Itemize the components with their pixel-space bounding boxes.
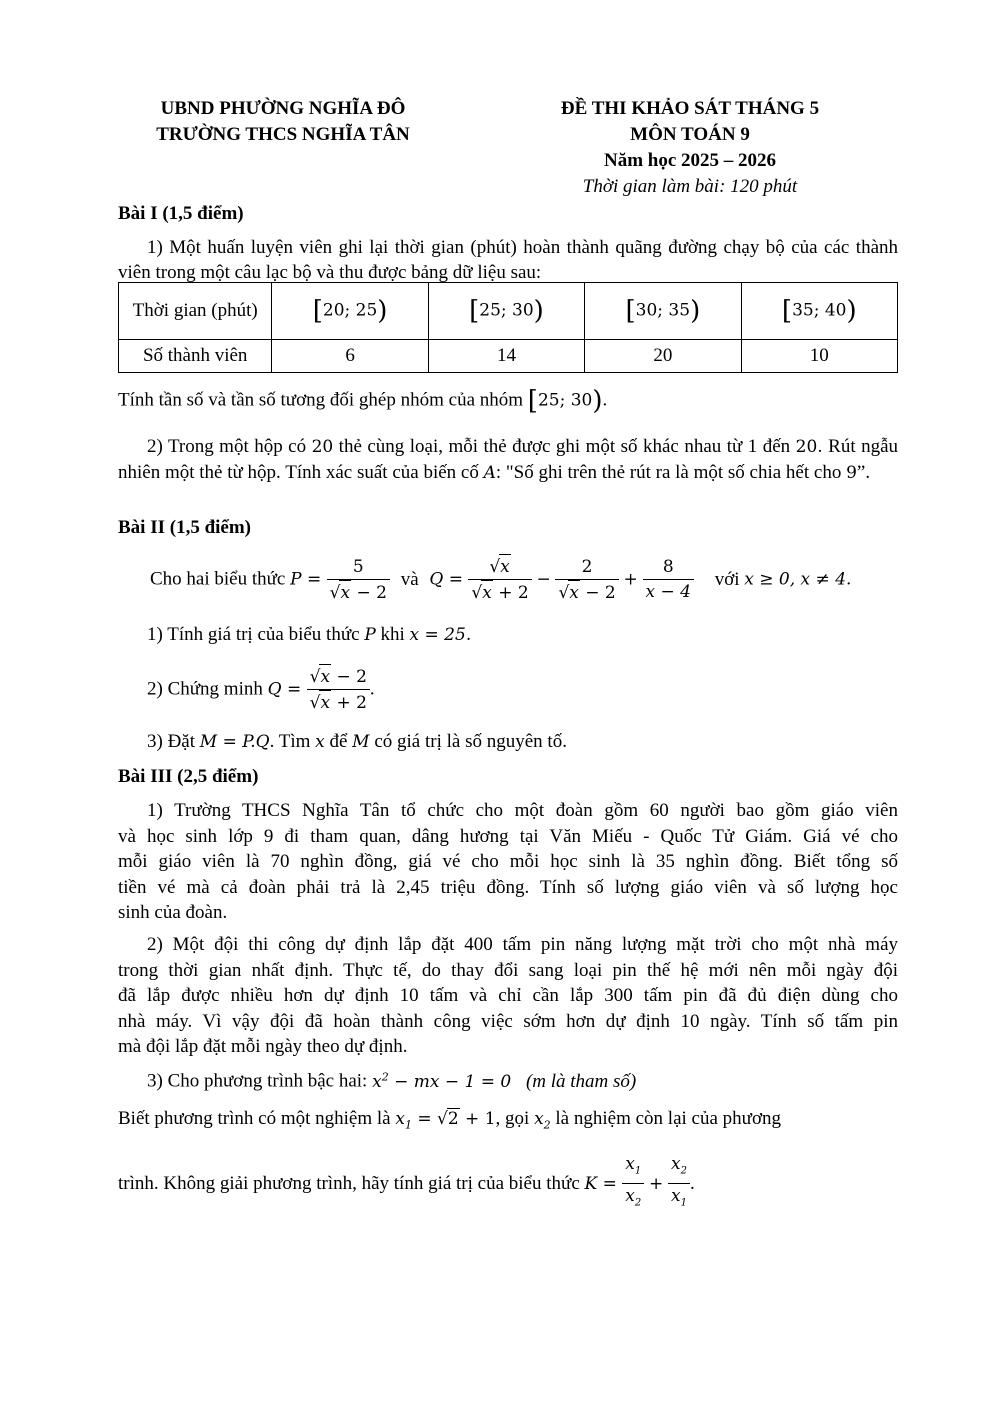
section-title-2: Bài II (1,5 điểm) xyxy=(118,517,251,538)
fraction-q-simplified: $\frac{√x - 2}{√x + 2}$ xyxy=(307,664,370,715)
table-cell-interval: [25; 30) xyxy=(428,283,584,340)
exam-duration: Thời gian làm bài: 120 phút xyxy=(582,176,798,197)
data-table xyxy=(118,282,898,373)
bai2-q1: 1) Tính giá trị của biểu thức P khi x = 25. xyxy=(147,624,472,645)
expressions-line: Cho hai biểu thức P = $\frac{5}{√x - 2}$ và Q = $\frac{√x}{√x + 2}$ − $\frac{2}{√x - 2}$ + $\frac{8}{x - 4}$ với x ≥ 0, x ≠ 4. xyxy=(150,554,851,605)
section-title-3: Bài III (2,5 điểm) xyxy=(118,766,259,787)
school-year: Năm học 2025 – 2026 xyxy=(603,150,777,171)
exam-title: ĐỀ THI KHẢO SÁT THÁNG 5 xyxy=(560,98,820,119)
table-header-time: Thời gian (phút) xyxy=(119,283,272,340)
district-name: UBND PHƯỜNG NGHĨA ĐÔ xyxy=(160,98,406,119)
fraction-k1: $\frac{x_1}{x_2}$ xyxy=(622,1152,644,1216)
bai1-q2-text: 2) Trong một hộp có 20 thẻ cùng loại, mỗi thẻ được ghi một số khác nhau từ 1 đến 20. Rút ngẫu nhiên một thẻ từ hộp. Tính xác suất của biến cố A: "Số ghi trên thẻ rút ra là một số chia hết cho 9”. xyxy=(118,436,899,483)
group-interval: 25; 30 xyxy=(537,390,593,411)
exam-header xyxy=(510,96,870,200)
bai2-q3: 3) Đặt M = P.Q. Tìm x để M có giá trị là số nguyên tố. xyxy=(147,731,567,752)
subject: MÔN TOÁN 9 xyxy=(630,124,750,145)
fraction-p: $\frac{5}{√x - 2}$ xyxy=(327,555,390,605)
table-cell-interval: [30; 35) xyxy=(585,283,741,340)
bai1-q1-text: 1) Một huấn luyện viên ghi lại thời gian (phút) hoàn thành quãng đường chạy bộ của các thành viên trong một câu lạc bộ và thu được bảng dữ liệu sau: xyxy=(118,237,898,283)
table-cell-count: 10 xyxy=(741,340,897,373)
fraction-k2: $\frac{x_2}{x_1}$ xyxy=(668,1152,690,1216)
table-cell-count: 20 xyxy=(585,340,741,373)
table-cell-interval: [35; 40) xyxy=(741,283,897,340)
bai1-q1-ask: Tính tần số và tần số tương đối ghép nhóm của nhóm [25; 30). xyxy=(118,386,608,416)
bai3-q2-text: 2) Một đội thi công dự định lắp đặt 400 tấm pin năng lượng mặt trời cho một nhà máy trong thời gian nhất định. Thực tế, do thay đổi sang loại pin thế hệ mới nên mỗi ngày đội đã lắp được nhiều hơn dự định 10 tấm và chỉ cần lắp 300 tấm pin đã đủ điện dùng cho nhà máy. Vì vậy đội đã hoàn thành công việc sớm hơn dự định 10 ngày. Tính số tấm pin mà đội lắp đặt mỗi ngày theo dự định. xyxy=(118,934,898,1057)
school-name: TRƯỜNG THCS NGHĨA TÂN xyxy=(156,124,410,145)
bai3-q1-text: 1) Trường THCS Nghĩa Tân tổ chức cho một đoàn gồm 60 người bao gồm giáo viên và học sinh lớp 9 đi tham quan, dâng hương tại Văn Miếu - Quốc Tử Giám. Giá vé cho mỗi giáo viên là 70 nghìn đồng, giá vé cho mỗi học sinh là 35 nghìn đồng. Biết tổng số tiền vé mà cả đoàn phải trả là 2,45 triệu đồng. Tính số lượng giáo viên và số lượng học sinh của đoàn. xyxy=(118,800,898,923)
section-title-1: Bài I (1,5 điểm) xyxy=(118,203,244,224)
bai3-q3-root: Biết phương trình có một nghiệm là $x_1 = √2 + 1$, gọi $x_2$ là nghiệm còn lại của phương xyxy=(118,1108,781,1132)
bai3-q3-ask: trình. Không giải phương trình, hãy tính giá trị của biểu thức K = $\frac{x_1}{x_2}$ + $\frac{x_2}{x_1}$ . xyxy=(118,1152,695,1216)
table-cell-count: 6 xyxy=(272,340,428,373)
table-cell-interval: [20; 25) xyxy=(272,283,428,340)
school-header xyxy=(118,96,448,148)
condition: x ≥ 0, x ≠ 4. xyxy=(744,569,852,590)
bai2-q2: 2) Chứng minh Q = $\frac{√x - 2}{√x + 2}$ . xyxy=(147,664,375,715)
fraction-q2: $\frac{2}{√x - 2}$ xyxy=(555,555,618,605)
bai3-q3-equation: 3) Cho phương trình bậc hai: $x^2$ − mx − 1 = 0 (m là tham số) xyxy=(147,1070,637,1092)
fraction-q3: $\frac{8}{x - 4}$ xyxy=(643,555,694,604)
table-cell-count: 14 xyxy=(428,340,584,373)
fraction-q1: $\frac{√x}{√x + 2}$ xyxy=(468,554,531,605)
table-header-members: Số thành viên xyxy=(119,340,272,373)
